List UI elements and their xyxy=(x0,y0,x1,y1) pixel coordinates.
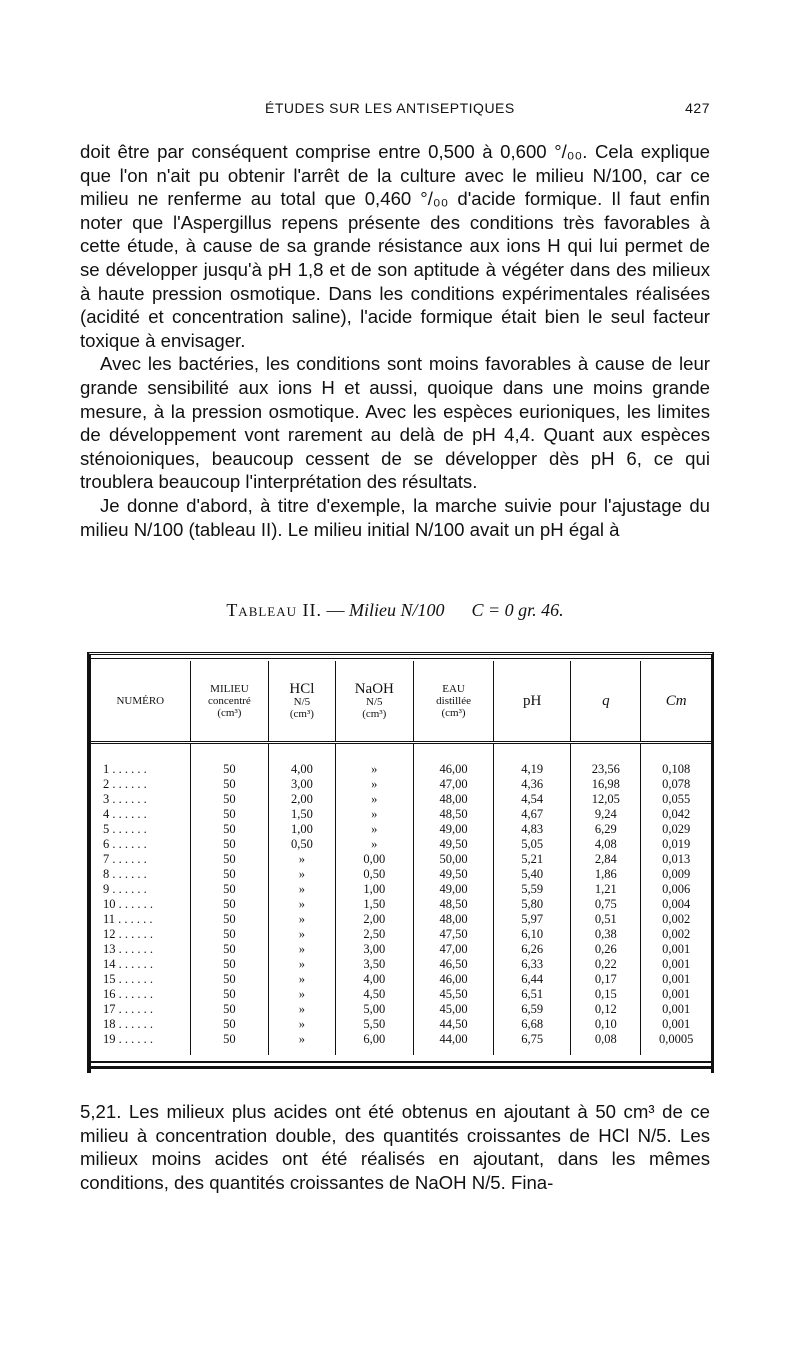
table-cell: 0,013 xyxy=(641,852,711,867)
table-row xyxy=(91,912,711,927)
table-row xyxy=(91,1017,711,1032)
table-row xyxy=(91,777,711,792)
table-cell: 6,51 xyxy=(494,987,571,1002)
table-cell: » xyxy=(269,1032,335,1055)
table-cell: 0,12 xyxy=(571,1002,641,1017)
table-cell: » xyxy=(335,822,413,837)
table-cell: 0,009 xyxy=(641,867,711,882)
table-cell: 50 xyxy=(190,912,269,927)
table-cell: 48,00 xyxy=(414,792,494,807)
body-text-top xyxy=(80,140,710,541)
table-cell: » xyxy=(335,792,413,807)
header-hcl: HCl N/5 (cm³) xyxy=(269,661,335,743)
table-cell: 5,00 xyxy=(335,1002,413,1017)
table-cell: » xyxy=(269,927,335,942)
table-row xyxy=(91,822,711,837)
table-cell: 4,08 xyxy=(571,837,641,852)
table-cell: 0,001 xyxy=(641,987,711,1002)
table-cell: 50 xyxy=(190,957,269,972)
table-cell: » xyxy=(269,897,335,912)
table-cell: 6 . . . . . . xyxy=(103,837,147,851)
table-cell: 4,36 xyxy=(494,777,571,792)
table-cell: 44,00 xyxy=(414,1032,494,1055)
table-cell: » xyxy=(269,912,335,927)
table-cell: 0,019 xyxy=(641,837,711,852)
table-cell: 7 . . . . . . xyxy=(103,852,147,866)
table-cell: 50 xyxy=(190,1017,269,1032)
table-cell: 0,08 xyxy=(571,1032,641,1055)
table-cell: 45,00 xyxy=(414,1002,494,1017)
table-cell: 0,002 xyxy=(641,912,711,927)
table-cell: 0,17 xyxy=(571,972,641,987)
table-cell: 50 xyxy=(190,1002,269,1017)
table-cell: 0,22 xyxy=(571,957,641,972)
table-cell: 50 xyxy=(190,942,269,957)
table-cell: » xyxy=(269,1017,335,1032)
table-cell: » xyxy=(335,777,413,792)
table-row xyxy=(91,743,711,778)
table-cell: 50 xyxy=(190,743,269,778)
table-cell: 14 . . . . . . xyxy=(103,957,153,971)
table-cell: 46,00 xyxy=(414,972,494,987)
table-cell: 4,83 xyxy=(494,822,571,837)
table-cell: 2 . . . . . . xyxy=(103,777,147,791)
paragraph-1: doit être par conséquent comprise entre 0,500 à 0,600 °/₀₀. Cela explique que l'on n'ait pu obtenir l'arrêt de la culture avec le milieu N/100, car ce milieu ne renferme au total que 0,460 °/₀₀ d'acide formique. Il faut enfin noter que l'Aspergillus repens présente des conditions très favorables à cette étude, à cause de sa grande résistance aux ions H qui lui permet de se développer jusqu'à pH 1,8 et de son aptitude à végéter dans des milieux à haute pression osmotique. Dans les conditions expérimentales réalisées (acidité et concentration saline), l'acide formique était bien le seul facteur toxique à envisager. xyxy=(80,141,710,351)
table-row xyxy=(91,927,711,942)
table-cell: 1,21 xyxy=(571,882,641,897)
body-text-bottom xyxy=(80,1100,710,1194)
table-cell: 50 xyxy=(190,867,269,882)
table-cell: 50 xyxy=(190,852,269,867)
table-cell: 6,68 xyxy=(494,1017,571,1032)
table-cell: 50 xyxy=(190,837,269,852)
table-cell: 0,001 xyxy=(641,942,711,957)
table-cell: 6,59 xyxy=(494,1002,571,1017)
table-cell: 2,00 xyxy=(335,912,413,927)
table-cell: 47,00 xyxy=(414,777,494,792)
table-cell: 5 . . . . . . xyxy=(103,822,147,836)
table-cell: » xyxy=(269,942,335,957)
header-q: q xyxy=(571,661,641,743)
table-cell: 48,00 xyxy=(414,912,494,927)
page-number: 427 xyxy=(685,100,710,116)
table-cell: 0,15 xyxy=(571,987,641,1002)
table-cell: 5,05 xyxy=(494,837,571,852)
ajustage-table xyxy=(91,661,711,1055)
table-cell: 0,50 xyxy=(269,837,335,852)
table-cell: 0,006 xyxy=(641,882,711,897)
table-row xyxy=(91,987,711,1002)
table-cell: 50 xyxy=(190,1032,269,1055)
table-cell: 0,38 xyxy=(571,927,641,942)
table-cell: 50 xyxy=(190,822,269,837)
table-cell: 5,21 xyxy=(494,852,571,867)
table-cell: 0,0005 xyxy=(641,1032,711,1055)
table-cell: 4 . . . . . . xyxy=(103,807,147,821)
table-cell: 0,002 xyxy=(641,927,711,942)
table-cell: 0,00 xyxy=(335,852,413,867)
table-cell: 3,00 xyxy=(335,942,413,957)
table-cell: 16 . . . . . . xyxy=(103,987,153,1001)
table-cell: 3 . . . . . . xyxy=(103,792,147,806)
table-rule xyxy=(91,658,711,659)
table-cell: 48,50 xyxy=(414,807,494,822)
table-row xyxy=(91,1032,711,1055)
table-cell: 50 xyxy=(190,792,269,807)
table-row xyxy=(91,942,711,957)
table-bottom-rule-thick xyxy=(91,1066,711,1069)
table-cell: 1,86 xyxy=(571,867,641,882)
table-cell: 5,40 xyxy=(494,867,571,882)
table-cell: 0,029 xyxy=(641,822,711,837)
table-cell: » xyxy=(269,882,335,897)
table-cell: 8 . . . . . . xyxy=(103,867,147,881)
table-cell: 46,50 xyxy=(414,957,494,972)
table-cell: 13 . . . . . . xyxy=(103,942,153,956)
table-cell: 3,50 xyxy=(335,957,413,972)
table-cell: 0,51 xyxy=(571,912,641,927)
header-eau: EAU distillée (cm³) xyxy=(414,661,494,743)
table-cell: 23,56 xyxy=(571,743,641,778)
table-cell: 0,75 xyxy=(571,897,641,912)
table-cell: 19 . . . . . . xyxy=(103,1032,153,1046)
table-cell: 4,67 xyxy=(494,807,571,822)
table-cell: 4,00 xyxy=(335,972,413,987)
table-cell: 6,33 xyxy=(494,957,571,972)
table-cell: 0,001 xyxy=(641,1002,711,1017)
caption-title: Milieu N/100 xyxy=(349,600,445,620)
table-cell: 50 xyxy=(190,897,269,912)
table-cell: 48,50 xyxy=(414,897,494,912)
table-cell: 0,042 xyxy=(641,807,711,822)
table-cell: » xyxy=(269,972,335,987)
table-cell: 0,001 xyxy=(641,1017,711,1032)
table-cell: 1,00 xyxy=(335,882,413,897)
table-cell: 0,108 xyxy=(641,743,711,778)
table-cell: 2,00 xyxy=(269,792,335,807)
table-cell: 1,50 xyxy=(335,897,413,912)
table-row xyxy=(91,807,711,822)
table-cell: 2,84 xyxy=(571,852,641,867)
table-cell: » xyxy=(269,957,335,972)
table-cell: » xyxy=(269,987,335,1002)
table-cell: 6,29 xyxy=(571,822,641,837)
table-cell: 1,00 xyxy=(269,822,335,837)
table-row xyxy=(91,1002,711,1017)
header-cm: Cm xyxy=(641,661,711,743)
table-caption xyxy=(80,600,710,621)
page-header xyxy=(80,100,710,122)
table-row xyxy=(91,897,711,912)
table-cell: 6,44 xyxy=(494,972,571,987)
table-cell: 0,10 xyxy=(571,1017,641,1032)
table-cell: 49,50 xyxy=(414,837,494,852)
table-cell: » xyxy=(269,867,335,882)
paragraph-2: Avec les bactéries, les conditions sont moins favorables à cause de leur grande sensibilité aux ions H et aussi, quoique dans une moins grande mesure, à la pression osmotique. Avec les espèces eurioniques, les limites de développement vont rarement au delà de pH 4,4. Quant aux espèces sténoioniques, beaucoup cessent de se développer dès pH 6, ce qui troublera beaucoup l'interprétation des résultats. xyxy=(80,353,710,493)
table-cell: 47,50 xyxy=(414,927,494,942)
table-cell: » xyxy=(269,852,335,867)
table-cell: 50 xyxy=(190,927,269,942)
table-row xyxy=(91,882,711,897)
table-cell: 12 . . . . . . xyxy=(103,927,153,941)
paragraph-4: 5,21. Les milieux plus acides ont été obtenus en ajoutant à 50 cm³ de ce milieu à concentration double, des quantités croissantes de HCl N/5. Les milieux moins acides ont été réalisés en ajoutant, dans les mêmes conditions, des quantités croissantes de NaOH N/5. Fina- xyxy=(80,1101,710,1193)
table-cell: 12,05 xyxy=(571,792,641,807)
table-cell: 0,50 xyxy=(335,867,413,882)
table-cell: 49,50 xyxy=(414,867,494,882)
table-cell: 45,50 xyxy=(414,987,494,1002)
table-bottom-rule xyxy=(91,1061,711,1063)
table-cell: 50 xyxy=(190,987,269,1002)
table-cell: 9,24 xyxy=(571,807,641,822)
table-cell: 50 xyxy=(190,807,269,822)
header-naoh: NaOH N/5 (cm³) xyxy=(335,661,413,743)
data-table xyxy=(87,652,714,1073)
table-cell: 49,00 xyxy=(414,822,494,837)
table-row xyxy=(91,852,711,867)
table-header-row xyxy=(91,661,711,743)
table-cell: 6,00 xyxy=(335,1032,413,1055)
table-cell: 10 . . . . . . xyxy=(103,897,153,911)
table-cell: 46,00 xyxy=(414,743,494,778)
table-cell: 44,50 xyxy=(414,1017,494,1032)
table-cell: 15 . . . . . . xyxy=(103,972,153,986)
table-cell: » xyxy=(335,837,413,852)
table-cell: 16,98 xyxy=(571,777,641,792)
table-cell: 47,00 xyxy=(414,942,494,957)
table-cell: 3,00 xyxy=(269,777,335,792)
table-cell: » xyxy=(335,743,413,778)
table-cell: 17 . . . . . . xyxy=(103,1002,153,1016)
table-cell: 9 . . . . . . xyxy=(103,882,147,896)
table-cell: 49,00 xyxy=(414,882,494,897)
table-cell: 0,004 xyxy=(641,897,711,912)
table-cell: 50 xyxy=(190,777,269,792)
table-cell: 5,50 xyxy=(335,1017,413,1032)
table-cell: 0,055 xyxy=(641,792,711,807)
running-title: ÉTUDES SUR LES ANTISEPTIQUES xyxy=(265,100,515,116)
table-cell: 4,50 xyxy=(335,987,413,1002)
table-cell: 50,00 xyxy=(414,852,494,867)
table-cell: 1,50 xyxy=(269,807,335,822)
table-cell: 1 . . . . . . xyxy=(103,762,147,776)
table-cell: 0,001 xyxy=(641,957,711,972)
header-numero: NUMÉRO xyxy=(91,661,190,743)
caption-c-value: C = 0 gr. 46. xyxy=(471,600,564,620)
caption-dash: — xyxy=(326,600,345,620)
table-row xyxy=(91,837,711,852)
table-row xyxy=(91,867,711,882)
caption-label: Tableau II. xyxy=(226,600,323,620)
table-cell: 6,26 xyxy=(494,942,571,957)
table-cell: 0,001 xyxy=(641,972,711,987)
table-cell: » xyxy=(269,1002,335,1017)
header-ph: pH xyxy=(494,661,571,743)
table-cell: 4,54 xyxy=(494,792,571,807)
table-cell: 6,75 xyxy=(494,1032,571,1055)
table-cell: 11 . . . . . . xyxy=(103,912,153,926)
table-cell: 2,50 xyxy=(335,927,413,942)
header-milieu: MILIEU concentré (cm³) xyxy=(190,661,269,743)
table-cell: 50 xyxy=(190,972,269,987)
table-cell: 18 . . . . . . xyxy=(103,1017,153,1031)
table-cell: 6,10 xyxy=(494,927,571,942)
table-cell: 4,19 xyxy=(494,743,571,778)
table-cell: » xyxy=(335,807,413,822)
table-row xyxy=(91,792,711,807)
table-cell: 0,078 xyxy=(641,777,711,792)
table-cell: 4,00 xyxy=(269,743,335,778)
table-cell: 5,80 xyxy=(494,897,571,912)
table-cell: 5,97 xyxy=(494,912,571,927)
table-row xyxy=(91,957,711,972)
paragraph-3: Je donne d'abord, à titre d'exemple, la marche suivie pour l'ajustage du milieu N/100 (tableau II). Le milieu initial N/100 avait un pH égal à xyxy=(80,494,710,540)
table-cell: 5,59 xyxy=(494,882,571,897)
table-cell: 50 xyxy=(190,882,269,897)
table-cell: 0,26 xyxy=(571,942,641,957)
table-row xyxy=(91,972,711,987)
table-body xyxy=(91,743,711,1056)
